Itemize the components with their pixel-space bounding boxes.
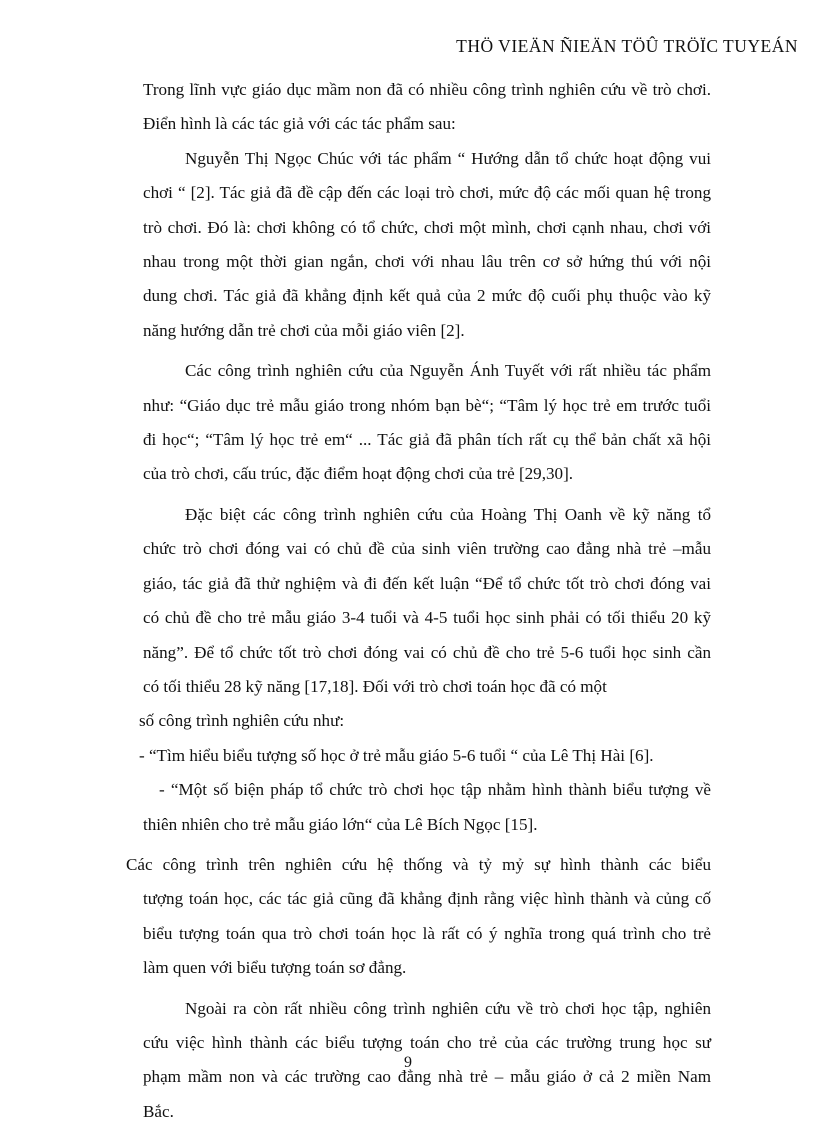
body-line: biểu tượng toán qua trò chơi toán học là rất có ý nghĩa trong quá trình cho trẻ [143,923,711,943]
body-line: đi học“; “Tâm lý học trẻ em“ ... Tác giả đã phân tích rất cụ thể bản chất xã hội [143,430,711,450]
body-line: thiên nhiên cho trẻ mẫu giáo lớn“ của Lê Bích Ngọc [15]. [143,814,538,834]
body-line: có tối thiểu 28 kỹ năng [17,18]. Đối với trò chơi toán học đã có một [143,676,607,696]
body-line: trò chơi. Đó là: chơi không có tổ chức, chơi một mình, chơi cạnh nhau, chơi với [143,217,711,237]
body-line: nhau trong một thời gian ngắn, chơi với nhau lâu trên cơ sở hứng thú với nội [143,252,711,272]
body-line: phạm mầm non và các trường cao đẳng nhà trẻ – mẫu giáo ở cả 2 miền Nam [143,1067,711,1087]
body-line: Các công trình nghiên cứu của Nguyễn Ánh Tuyết với rất nhiều tác phẩm [185,361,711,381]
body-line: của trò chơi, cấu trúc, đặc điểm hoạt động chơi của trẻ [29,30]. [143,464,574,484]
running-header: THÖ VIEÄN ÑIEÄN TÖÛ TRÖÏC TUYEÁN [456,36,798,56]
body-line: năng hướng dẫn trẻ chơi của mỗi giáo viên [2]. [143,320,465,340]
page-body [126,73,711,1129]
list-item: - “Tìm hiểu biểu tượng số học ở trẻ mẫu giáo 5-6 tuổi “ của Lê Thị Hài [6]. [139,745,654,765]
body-line: năng”. Để tổ chức tốt trò chơi đóng vai có chủ đề cho trẻ 5-6 tuổi học sinh cần [143,642,711,662]
body-line: cứu việc hình thành các biểu tượng toán cho trẻ của các trường trung học sư [143,1032,711,1052]
body-line: Điển hình là các tác giả với các tác phẩm sau: [143,114,456,134]
body-line: chơi “ [2]. Tác giả đã đề cập đến các loại trò chơi, mức độ các mối quan hệ trong [143,183,711,203]
body-line: số công trình nghiên cứu như: [139,711,345,731]
body-line: như: “Giáo dục trẻ mẫu giáo trong nhóm bạn bè“; “Tâm lý học trẻ em trước tuổi [143,395,711,415]
body-line: tượng toán học, các tác giả cũng đã khẳng định rằng việc hình thành và củng cố [143,889,711,909]
body-line: Ngoài ra còn rất nhiều công trình nghiên cứu về trò chơi học tập, nghiên [185,998,711,1018]
list-item: - “Một số biện pháp tổ chức trò chơi học tập nhằm hình thành biểu tượng về [159,780,711,800]
body-line: chức trò chơi đóng vai có chủ đề của sinh viên trường cao đẳng nhà trẻ –mẫu [143,539,711,559]
page-number: 9 [404,1054,412,1071]
body-line: Bắc. [143,1101,174,1121]
body-line: Trong lĩnh vực giáo dục mầm non đã có nhiều công trình nghiên cứu về trò chơi. [143,80,711,99]
body-line: có chủ đề cho trẻ mẫu giáo 3-4 tuổi và 4-5 tuổi học sinh phải có tối thiểu 20 kỹ [143,608,711,628]
body-line: làm quen với biểu tượng toán sơ đẳng. [143,958,407,978]
body-line: Nguyễn Thị Ngọc Chúc với tác phẩm “ Hướng dẫn tổ chức hoạt động vui [185,148,711,168]
body-line: Các công trình trên nghiên cứu hệ thống và tỷ mỷ sự hình thành các biểu [126,854,711,874]
body-line: dung chơi. Tác giả đã khẳng định kết quả của 2 mức độ cuối phụ thuộc vào kỹ [143,286,711,306]
body-line: Đặc biệt các công trình nghiên cứu của Hoàng Thị Oanh về kỹ năng tổ [185,504,711,524]
body-line: giáo, tác giả đã thử nghiệm và đi đến kết luận “Để tổ chức tốt trò chơi đóng vai [143,573,711,593]
